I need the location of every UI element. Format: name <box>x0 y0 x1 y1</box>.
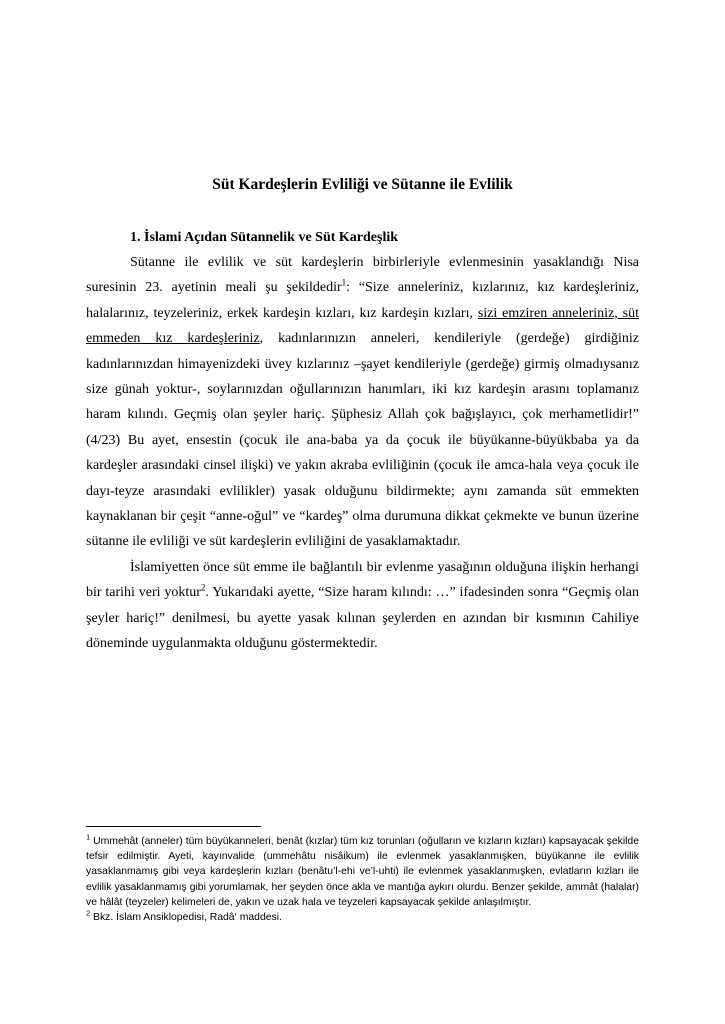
paragraph-1-part-2: : “Size anneleriniz, kızlarınız, kız kardeşleriniz, halalarınız, teyzeleriniz, erkek kardeşin kızları, kız kardeşin kızları, <box>86 280 640 321</box>
paragraph-1-part-3: , kadınlarınızın anneleri, kendileriyle (gerdeğe) girdiğiniz kadınlarınızdan himayenizdeki üvey kızlarınız –şayet kendileriyle (gerdeğe) girmiş olmadıysanız size günah yoktur-, soylarınızdan oğullarınızın hanımları, iki kız kardeşin arasını toplamanız haram kılındı. Geçmiş olan şeyler hariç. Şüphesiz Allah çok bağışlayıcı, çok merhametlidir!” (4/23) Bu ayet, ensestin (çocuk ile ana-baba ya da çocuk ile büyükanne-büyükbaba ya da kardeşler arasındaki cinsel ilişki) ve yakın akraba evliliğinin (çocuk ile amca-hala veya çocuk ile dayı-teyze arasındaki evlilikler) yasak olduğunu bildirmekte; aynı zamanda süt emmekten kaynaklanan bir çeşit “anne-oğul” ve “kardeş” olma durumuna dikkat çekmekte ve bunun üzerine sütanne ile evliliği ve süt kardeşlerin evliliğini de yasaklamaktadır. <box>86 331 639 550</box>
document-title: Süt Kardeşlerin Evliliği ve Sütanne ile Evlilik <box>212 176 513 193</box>
footnote-separator <box>86 826 261 827</box>
footnote-1 <box>86 834 639 910</box>
footnote-ref-1: 1 <box>341 277 347 288</box>
body-text <box>86 250 639 657</box>
footnote-ref-2: 2 <box>200 582 206 593</box>
paragraph-1-part-1: Sütanne ile evlilik ve süt kardeşlerin birbirleriyle evlenmesinin yasaklandığı Nisa suresinin 23. ayetinin meali şu şekildedir <box>86 255 639 296</box>
footnotes <box>86 834 639 925</box>
footnote-marker-1: 1 <box>86 832 91 842</box>
footnote-1-text: Ummehât (anneler) tüm büyükanneleri, benât (kızlar) tüm kız torunları (oğulların ve kızların kızları) kapsayacak şekilde tefsir edilmiştir. Ayeti, kayınvalide (ummehâtu nisâikum) ile evlenmek yasaklanmışken, büyükanne ile evlilik yasaklanmamış gibi veya kardeşlerin kızları (benâtu’l-ehi ve’l-uhti) ile evlenmek yasaklanmışken, evlatların kızları ile evlilik yasaklanmamış gibi yorumlamak, her şeyden önce akla ve mantığa aykırı olurdu. Benzer şekilde, ammât (halalar) ve hâlât (teyzeler) kelimeleri de, yakın ve uzak hala ve teyzeleri kapsayacak şekilde anlaşılmıştır. <box>86 836 639 908</box>
paragraph-2-part-1: İslamiyetten önce süt emme ile bağlantılı bir evlenme yasağının olduğuna ilişkin herhangi bir tarihi veri yoktur <box>86 559 639 601</box>
section-heading: 1. İslami Açıdan Sütannelik ve Süt Kardeşlik <box>130 230 399 245</box>
paragraph-2-part-2: . Yukarıdaki ayette, “Size haram kılındı: …” ifadesinden sonra “Geçmiş olan şeyler hariç!” denilmesi, bu ayette yasak kılınan şeylerden en azından bir kısmının Cahiliye döneminde uygulanmakta olduğunu göstermektedir. <box>86 585 639 652</box>
paragraph-1 <box>86 250 639 555</box>
underlined-quote: sizi emziren anneleriniz, süt emmeden kız kardeşleriniz <box>86 305 639 347</box>
paragraph-2 <box>86 555 639 657</box>
footnote-2-text: Bkz. İslam Ansiklopedisi, Radâ‘ maddesi. <box>90 912 282 924</box>
footnote-2 <box>86 910 639 925</box>
footnote-marker-2: 2 <box>86 908 91 918</box>
